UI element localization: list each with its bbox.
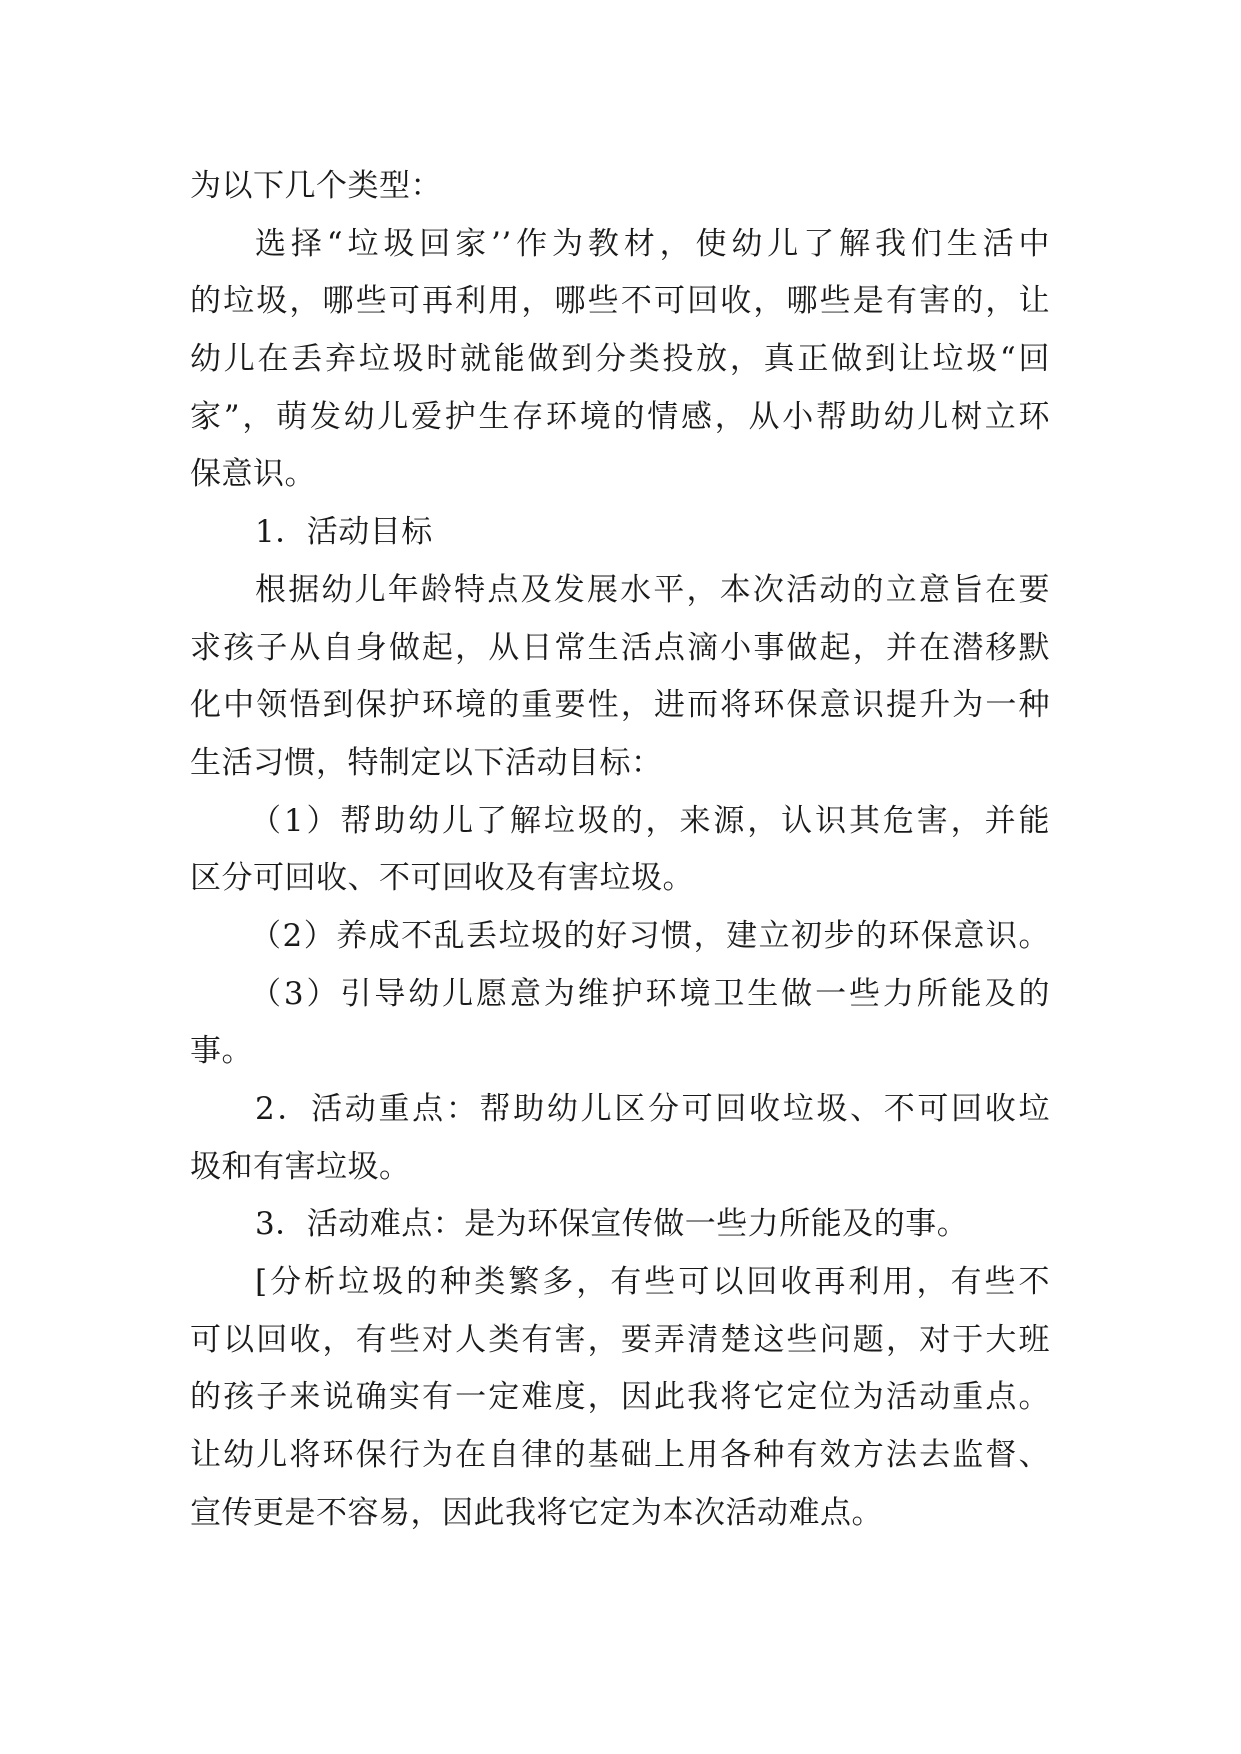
text-line: 家”，萌发幼儿爱护生存环境的情感，从小帮助幼儿树立环: [190, 398, 1050, 435]
text-line: 让幼儿将环保行为在自律的基础上用各种有效方法去监督、: [190, 1437, 1050, 1474]
text-line: 的垃圾，哪些可再利用，哪些不可回收，哪些是有害的，让: [190, 283, 1050, 320]
text-line: 幼儿在丢弃垃圾时就能做到分类投放，真正做到让垃圾“回: [190, 341, 1050, 378]
text-line: 保意识。: [190, 456, 316, 493]
text-line: 生活习惯，特制定以下活动目标：: [190, 744, 663, 781]
text-line: [分析垃圾的种类繁多，有些可以回收再利用，有些不: [255, 1264, 1050, 1301]
text-line: 圾和有害垃圾。: [190, 1148, 411, 1185]
text-line: 区分可回收、不可回收及有害垃圾。: [190, 860, 694, 897]
text-line: 根据幼儿年龄特点及发展水平，本次活动的立意旨在要: [255, 571, 1050, 608]
text-line: 的孩子来说确实有一定难度，因此我将它定位为活动重点。: [190, 1379, 1050, 1416]
text-line: 选择“垃圾回家’’作为教材，使幼儿了解我们生活中: [255, 225, 1050, 262]
text-line: （3）引导幼儿愿意为维护环境卫生做一些力所能及的: [250, 975, 1050, 1012]
document-body: [190, 158, 1050, 1543]
text-line: 求孩子从自身做起，从日常生活点滴小事做起，并在潜移默: [190, 629, 1050, 666]
text-line: 可以回收，有些对人类有害，要弄清楚这些问题，对于大班: [190, 1321, 1050, 1358]
text-line: 化中领悟到保护环境的重要性，进而将环保意识提升为一种: [190, 687, 1050, 724]
text-line: 宣传更是不容易，因此我将它定为本次活动难点。: [190, 1494, 883, 1531]
text-line: （2）养成不乱丢垃圾的好习惯，建立初步的环保意识。: [250, 917, 1050, 954]
text-line: 3．活动难点：是为环保宣传做一些力所能及的事。: [255, 1206, 969, 1243]
text-line: 1．活动目标: [255, 514, 433, 551]
text-line: （1）帮助幼儿了解垃圾的，来源，认识其危害，并能: [250, 802, 1050, 839]
text-line: 2．活动重点：帮助幼儿区分可回收垃圾、不可回收垃: [255, 1091, 1050, 1127]
text-line: 事。: [190, 1033, 253, 1070]
text-line: 为以下几个类型：: [190, 168, 442, 204]
